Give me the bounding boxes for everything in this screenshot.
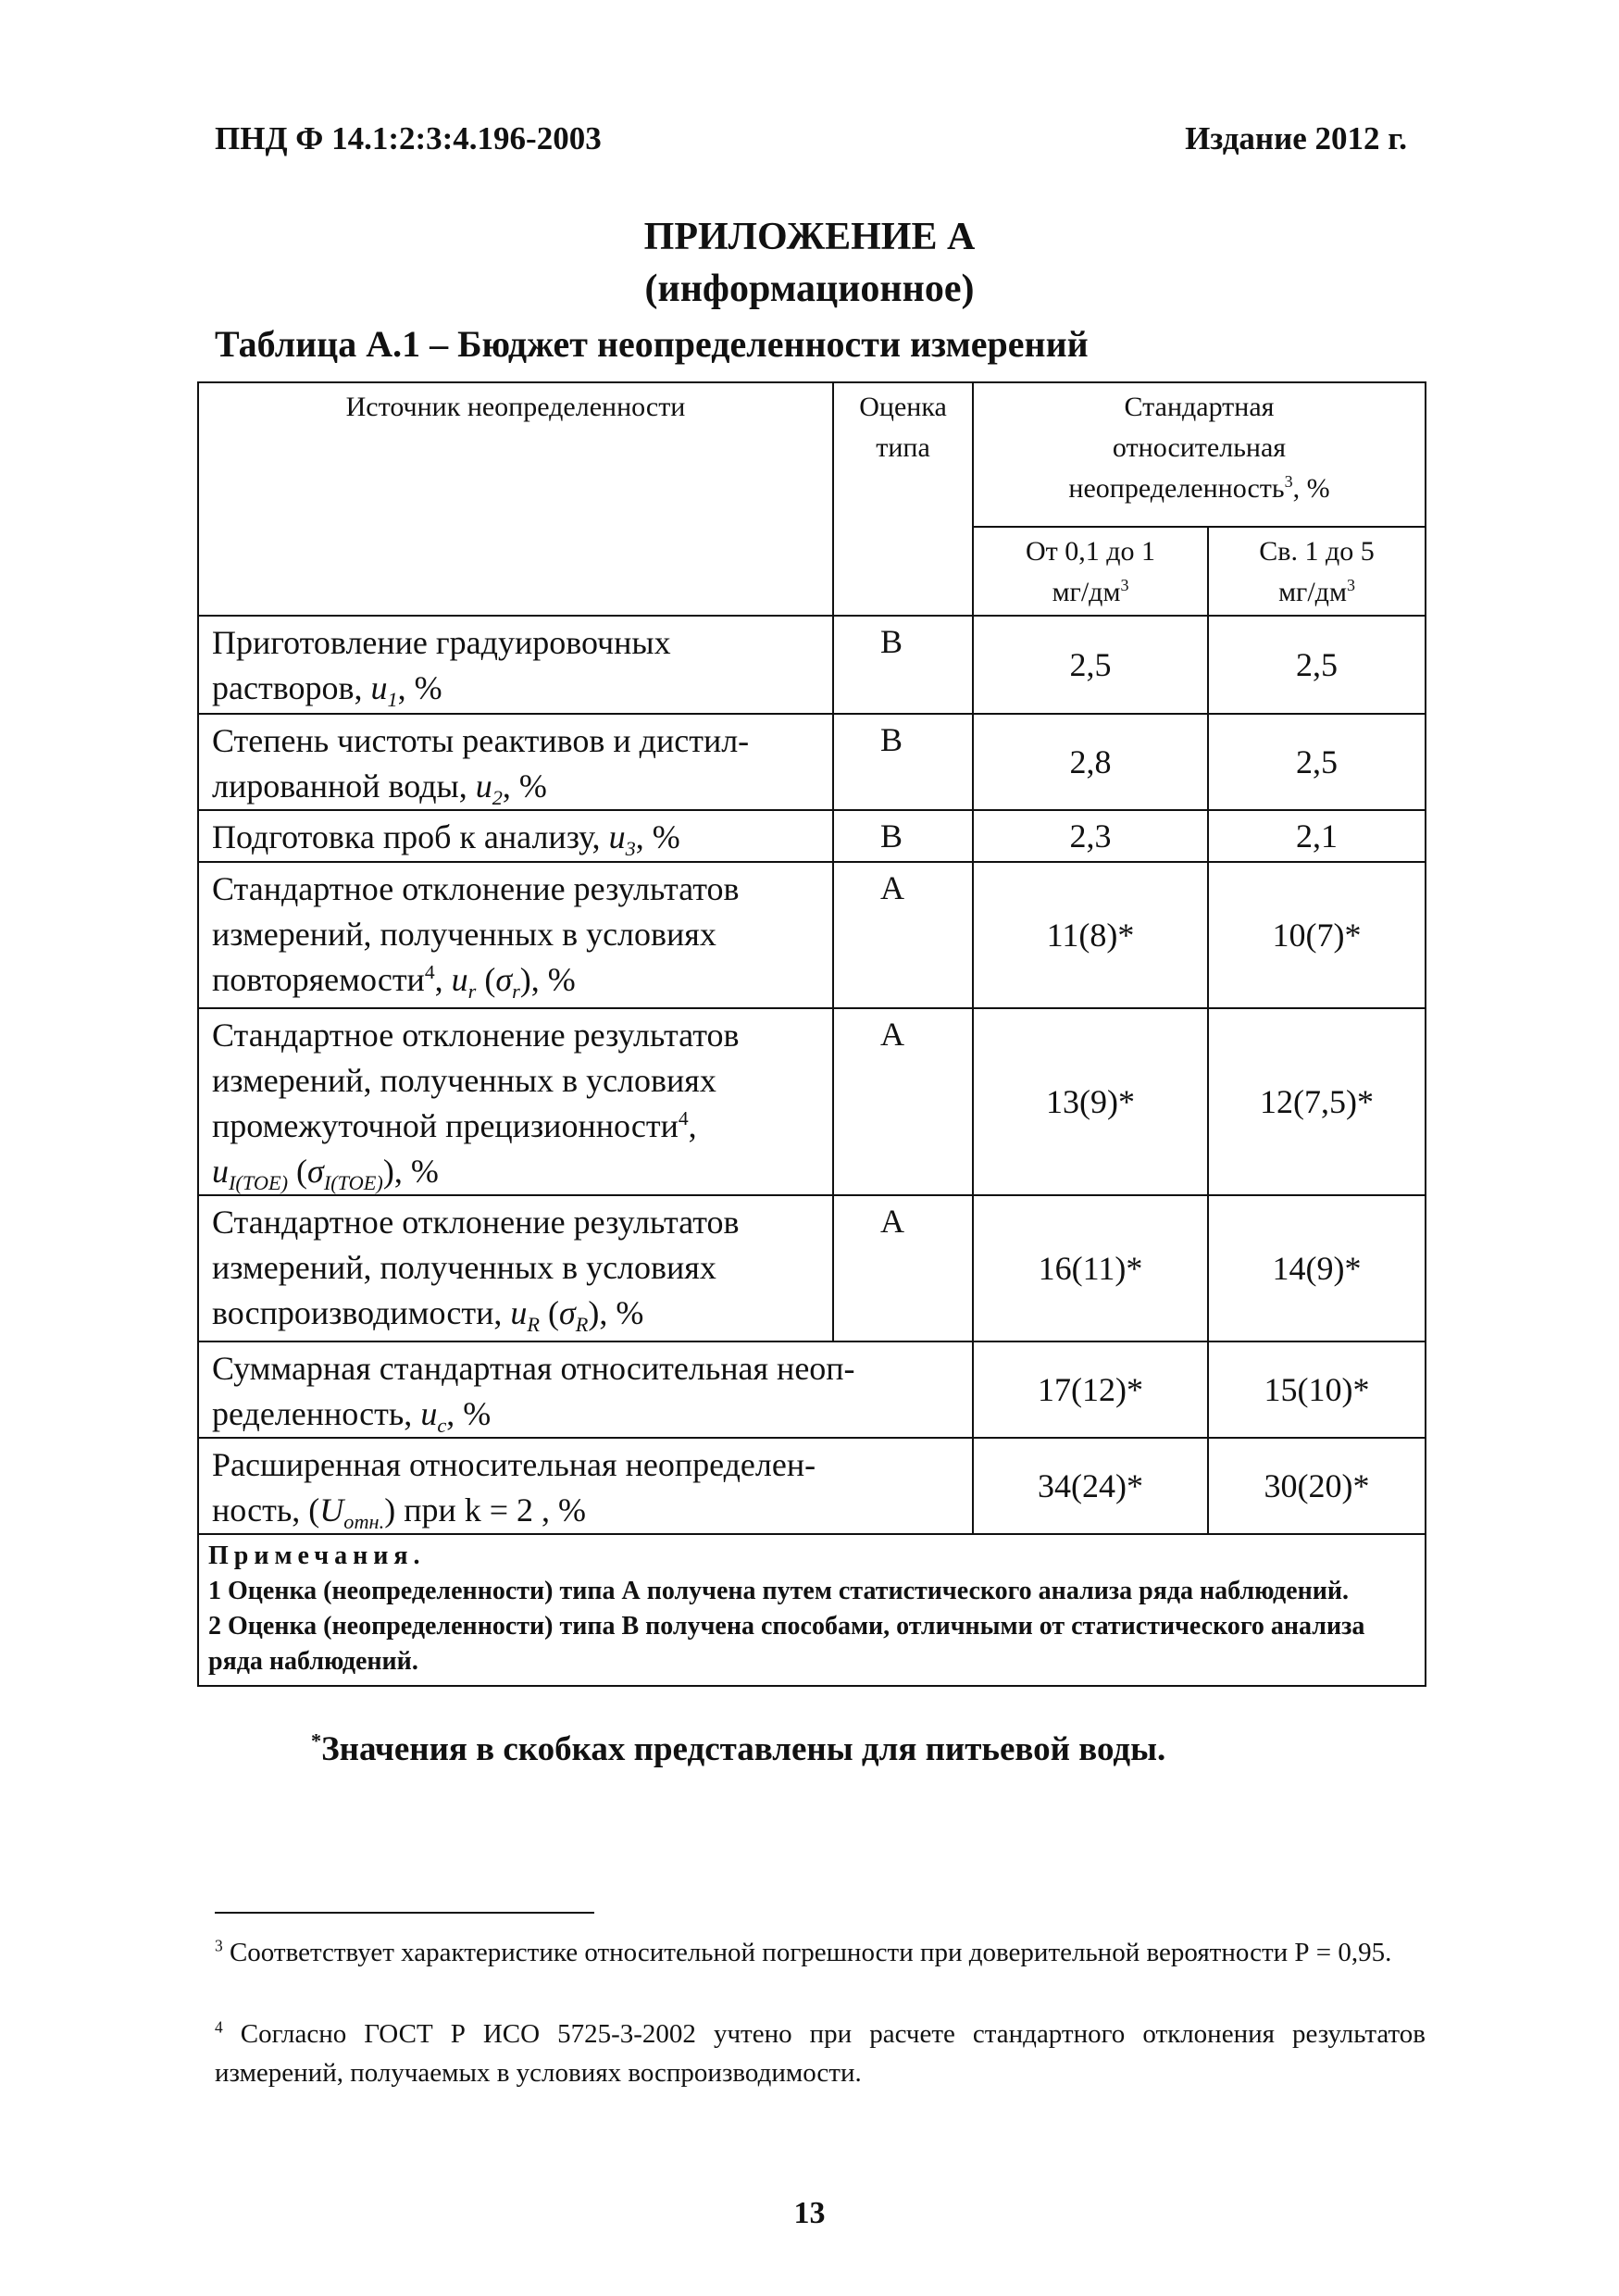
footnote-ref: 4: [424, 961, 435, 983]
sigma-symbol: σ: [307, 1153, 324, 1190]
source-line: Степень чистоты реактивов и дистил-: [212, 722, 750, 759]
range1-line1: От 0,1 до 1: [1025, 536, 1156, 567]
source-line: измерений, полученных в условиях: [212, 1062, 716, 1099]
row-source: Стандартное отклонение результатов измерений, полученных в условиях воспроизводимости, $u_R$ $(\sigma_R)$, %: [198, 1195, 833, 1341]
row-value-range1: 13(9)*: [973, 1008, 1208, 1195]
source-tail: ), %: [519, 961, 576, 998]
symbol-subscript: R: [527, 1313, 540, 1337]
source-line: лированной воды,: [212, 767, 476, 805]
row-value-range1: 2,8: [973, 714, 1208, 810]
source-line: Приготовление градуировочных: [212, 624, 671, 661]
document-code: ПНД Ф 14.1:2:3:4.196-2003: [215, 120, 602, 156]
footnote-ref: 4: [678, 1107, 689, 1129]
source-line: Расширенная относительная неопределен-: [212, 1446, 816, 1483]
header-std-uncertainty: [973, 382, 1426, 527]
table-notes-row: [198, 1534, 1426, 1686]
row-value-range2: 2,1: [1208, 810, 1426, 862]
sigma-subscript: I(TOE): [323, 1171, 383, 1195]
row-type: A: [833, 862, 973, 1008]
page-number: 13: [793, 2196, 826, 2230]
row-type: A: [833, 1195, 973, 1341]
row-value-range1: 11(8)*: [973, 862, 1208, 1008]
source-line: Стандартное отклонение результатов: [212, 870, 740, 907]
source-line: Суммарная стандартная относительная неоп-: [212, 1350, 855, 1387]
note-1: 1 Оценка (неопределенности) типа А получена путем статистического анализа ряда наблюдений.: [208, 1577, 1349, 1605]
header-source: [198, 382, 833, 616]
star-note: [311, 1729, 1165, 1769]
source-line: измерений, полученных в условиях: [212, 1249, 716, 1286]
symbol: u: [608, 818, 626, 855]
row-value-range2: 12(7,5)*: [1208, 1008, 1426, 1195]
row-type: B: [833, 616, 973, 714]
row-type: A: [833, 1008, 973, 1195]
row-value-range1: 16(11)*: [973, 1195, 1208, 1341]
symbol-subscript: c: [437, 1414, 447, 1438]
source-tail: , %: [446, 1395, 492, 1432]
symbol-subscript: 2: [492, 786, 503, 810]
table-row: [198, 1195, 1426, 1341]
symbol-subscript: 1: [387, 688, 398, 712]
footnote-4: [215, 2015, 1426, 2092]
source-line: Подготовка проб к анализу,: [212, 818, 609, 855]
symbol: u: [370, 669, 388, 706]
source-line: промежуточной прецизионности: [212, 1107, 679, 1144]
symbol-subscript: 3: [625, 837, 636, 861]
header-type-line2: типа: [876, 432, 930, 463]
row-value-range2: 15(10)*: [1208, 1341, 1426, 1438]
source-line: Стандартное отклонение результатов: [212, 1204, 740, 1241]
header-std-unit: , %: [1292, 473, 1330, 504]
source-line: измерений, полученных в условиях: [212, 916, 716, 953]
sigma-subscript: R: [575, 1313, 589, 1337]
sigma-symbol: σ: [495, 961, 513, 998]
table-row: [198, 810, 1426, 862]
symbol: u: [475, 767, 492, 805]
header-source-label: Источник неопределенности: [345, 392, 686, 422]
row-value-range2: 14(9)*: [1208, 1195, 1426, 1341]
footnote-4-text: Согласно ГОСТ Р ИСО 5725-3-2002 учтено при расчете стандартного отклонения результатов измерений, получаемых в условиях воспроизводимости.: [215, 2019, 1426, 2088]
row-source: [198, 1341, 973, 1438]
range2-line1: Св. 1 до 5: [1259, 536, 1375, 567]
symbol: u: [451, 961, 468, 998]
row-value-range1: 34(24)*: [973, 1438, 1208, 1534]
row-value-range2: 30(20)*: [1208, 1438, 1426, 1534]
row-type: B: [833, 810, 973, 862]
range2-line2: мг/дм: [1278, 577, 1347, 607]
source-tail: ), %: [588, 1294, 644, 1331]
table-row: [198, 616, 1426, 714]
star-mark: *: [311, 1728, 322, 1753]
row-source: [198, 616, 833, 714]
table-row: [198, 714, 1426, 810]
table-notes: [198, 1534, 1426, 1686]
table-row: [198, 862, 1426, 1008]
row-value-range1: 2,5: [973, 616, 1208, 714]
source-tail: , %: [635, 818, 680, 855]
row-source: Стандартное отклонение результатов измерений, полученных в условиях повторяемости$^4$, $u_r$ $(\sigma_r)$, %: [198, 862, 833, 1008]
row-value-range2: 2,5: [1208, 616, 1426, 714]
header-std-line1: Стандартная: [1124, 392, 1275, 422]
source-line: ность, (: [212, 1491, 320, 1529]
row-value-range1: 2,3: [973, 810, 1208, 862]
edition-label: Издание 2012 г.: [1185, 120, 1407, 156]
footnote-3: [215, 1933, 1426, 1972]
source-tail: ) при k = 2 , %: [384, 1491, 587, 1529]
header-type: [833, 382, 973, 616]
symbol-subscript: отн.: [343, 1510, 385, 1534]
sigma-subscript: r: [512, 980, 520, 1004]
header-range-1: [973, 527, 1208, 616]
header-std-line3: неопределенность: [1068, 473, 1285, 504]
symbol-subscript: r: [467, 980, 477, 1004]
source-line: растворов,: [212, 669, 371, 706]
source-tail: ), %: [382, 1153, 439, 1190]
notes-heading: Примечания.: [208, 1541, 426, 1570]
symbol: U: [319, 1491, 344, 1529]
range1-line2: мг/дм: [1052, 577, 1121, 607]
row-value-range2: 10(7)*: [1208, 862, 1426, 1008]
range2-sup: 3: [1346, 576, 1355, 594]
source-line: повторяемости: [212, 961, 425, 998]
footnote-4-mark: 4: [215, 2017, 223, 2037]
source-line: Стандартное отклонение результатов: [212, 1017, 740, 1054]
note-2: 2 Оценка (неопределенности) типа В получена способами, отличными от статистического анализа ряда наблюдений.: [208, 1612, 1365, 1676]
star-note-text: Значения в скобках представлены для питьевой воды.: [321, 1730, 1166, 1768]
range1-sup: 3: [1120, 576, 1129, 594]
row-value-range2: 2,5: [1208, 714, 1426, 810]
table-caption: Таблица А.1 – Бюджет неопределенности измерений: [215, 323, 1089, 365]
source-tail: , %: [397, 669, 442, 706]
row-source: [198, 810, 833, 862]
symbol-subscript: I(TOE): [229, 1171, 289, 1195]
table-row: [198, 1438, 1426, 1534]
row-type: B: [833, 714, 973, 810]
sigma-symbol: σ: [558, 1294, 576, 1331]
header-type-line1: Оценка: [859, 392, 947, 422]
table-row: [198, 1341, 1426, 1438]
row-source: Стандартное отклонение результатов измерений, полученных в условиях промежуточной прецизионности$^4$, $u_{I(TOE)}$ $(\sigma_{I(TOE)})$, %: [198, 1008, 833, 1195]
footnote-3-mark: 3: [215, 1936, 223, 1955]
header-range-2: [1208, 527, 1426, 616]
footnote-divider: [215, 1912, 594, 1914]
source-line: ределенность,: [212, 1395, 421, 1432]
source-tail: , %: [502, 767, 547, 805]
row-source: [198, 714, 833, 810]
appendix-subtitle: (информационное): [644, 268, 975, 310]
source-line: воспроизводимости,: [212, 1294, 511, 1331]
uncertainty-budget-table: [197, 381, 1426, 1687]
symbol: u: [420, 1395, 438, 1432]
footnote-3-text: Соответствует характеристике относительной погрешности при доверительной вероятности Р = 0,95.: [229, 1938, 1392, 1967]
row-value-range1: 17(12)*: [973, 1341, 1208, 1438]
symbol: u: [212, 1153, 229, 1190]
appendix-title: ПРИЛОЖЕНИЕ А: [643, 216, 976, 258]
table-header-row: [198, 382, 1426, 527]
header-std-line2: относительная: [1112, 432, 1287, 463]
row-source: [198, 1438, 973, 1534]
header-std-footnote-ref: 3: [1284, 472, 1293, 491]
symbol: u: [510, 1294, 528, 1331]
table-row: [198, 1008, 1426, 1195]
